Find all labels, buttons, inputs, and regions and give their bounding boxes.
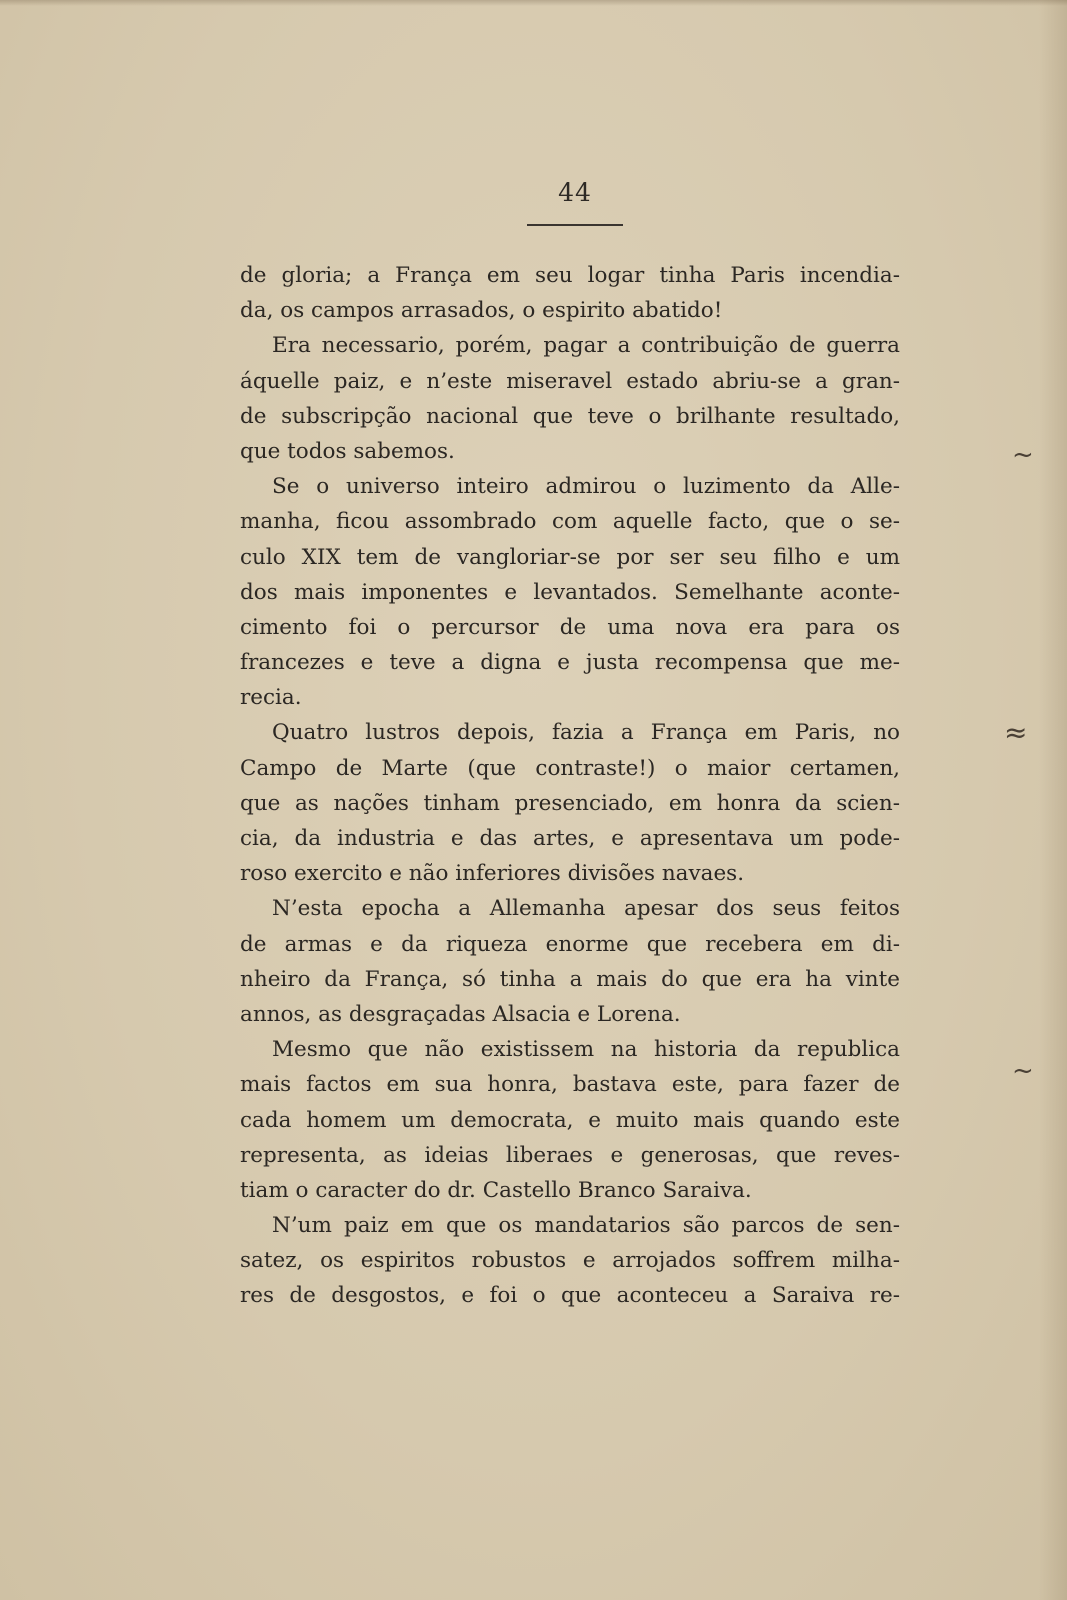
page-top-shadow: [0, 0, 1067, 6]
text-line: roso exercito e não inferiores divisões navaes.: [240, 861, 745, 887]
text-line: que as nações tinham presenciado, em honra da scien-: [240, 790, 900, 816]
text-line: de gloria; a França em seu logar tinha Paris incendia-: [240, 263, 900, 288]
text-line: francezes e teve a digna e justa recompensa que me-: [240, 650, 900, 676]
page-number-rule: [527, 224, 623, 226]
text-line: cimento foi o percursor de uma nova era para os: [240, 614, 900, 640]
text-line: recia.: [240, 685, 302, 711]
text-line: satez, os espiritos robustos e arrojados soffrem milha-: [240, 1248, 900, 1274]
page-edge-shadow: [1039, 0, 1067, 1600]
text-line: res de desgostos, e foi o que aconteceu a Saraiva re-: [240, 1283, 900, 1309]
margin-ink-mark-icon: ~: [1012, 440, 1034, 470]
text-line: áquelle paiz, e n’este miseravel estado abriu-se a gran-: [240, 368, 900, 394]
text-line: representa, as ideias liberaes e generosas, que reves-: [240, 1142, 900, 1168]
text-line: cia, da industria e das artes, e apresentava um pode-: [240, 826, 900, 851]
text-line: mais factos em sua honra, bastava este, para fazer de: [240, 1072, 900, 1098]
text-line: Se o universo inteiro admirou o luzimento da Alle-: [272, 474, 900, 500]
text-line: Quatro lustros depois, fazia a França em Paris, no: [272, 720, 900, 746]
page-number: 44: [558, 178, 592, 207]
text-line: culo XIX tem de vangloriar-se por ser seu filho e um: [240, 544, 900, 570]
text-line: annos, as desgraçadas Alsacia e Lorena.: [240, 1001, 681, 1027]
text-line: cada homem um democrata, e muito mais quando este: [240, 1107, 900, 1133]
text-line: de subscripção nacional que teve o brilhante resultado,: [240, 403, 900, 429]
text-line: Campo de Marte (que contraste!) o maior certamen,: [240, 755, 900, 781]
text-line: que todos sabemos.: [240, 438, 455, 464]
text-line: de armas e da riqueza enorme que recebera em di-: [240, 931, 900, 957]
text-line: Era necessario, porém, pagar a contribuição de guerra: [272, 333, 900, 359]
margin-ink-mark-icon: ≈: [1004, 716, 1028, 749]
text-line: manha, ficou assombrado com aquelle facto, que o se-: [240, 509, 900, 535]
text-line: N’um paiz em que os mandatarios são parcos de sen-: [272, 1213, 900, 1239]
text-line: Mesmo que não existissem na historia da republica: [272, 1037, 900, 1063]
text-line: dos mais imponentes e levantados. Semelhante aconte-: [240, 579, 900, 605]
text-line: tiam o caracter do dr. Castello Branco Saraiva.: [240, 1177, 752, 1203]
body-text: [240, 258, 900, 1314]
text-line: da, os campos arrasados, o espirito abatido!: [240, 298, 723, 324]
text-line: nheiro da França, só tinha a mais do que era ha vinte: [240, 966, 900, 992]
margin-ink-mark-icon: ~: [1012, 1056, 1034, 1086]
text-line: N’esta epocha a Allemanha apesar dos seus feitos: [272, 896, 900, 922]
